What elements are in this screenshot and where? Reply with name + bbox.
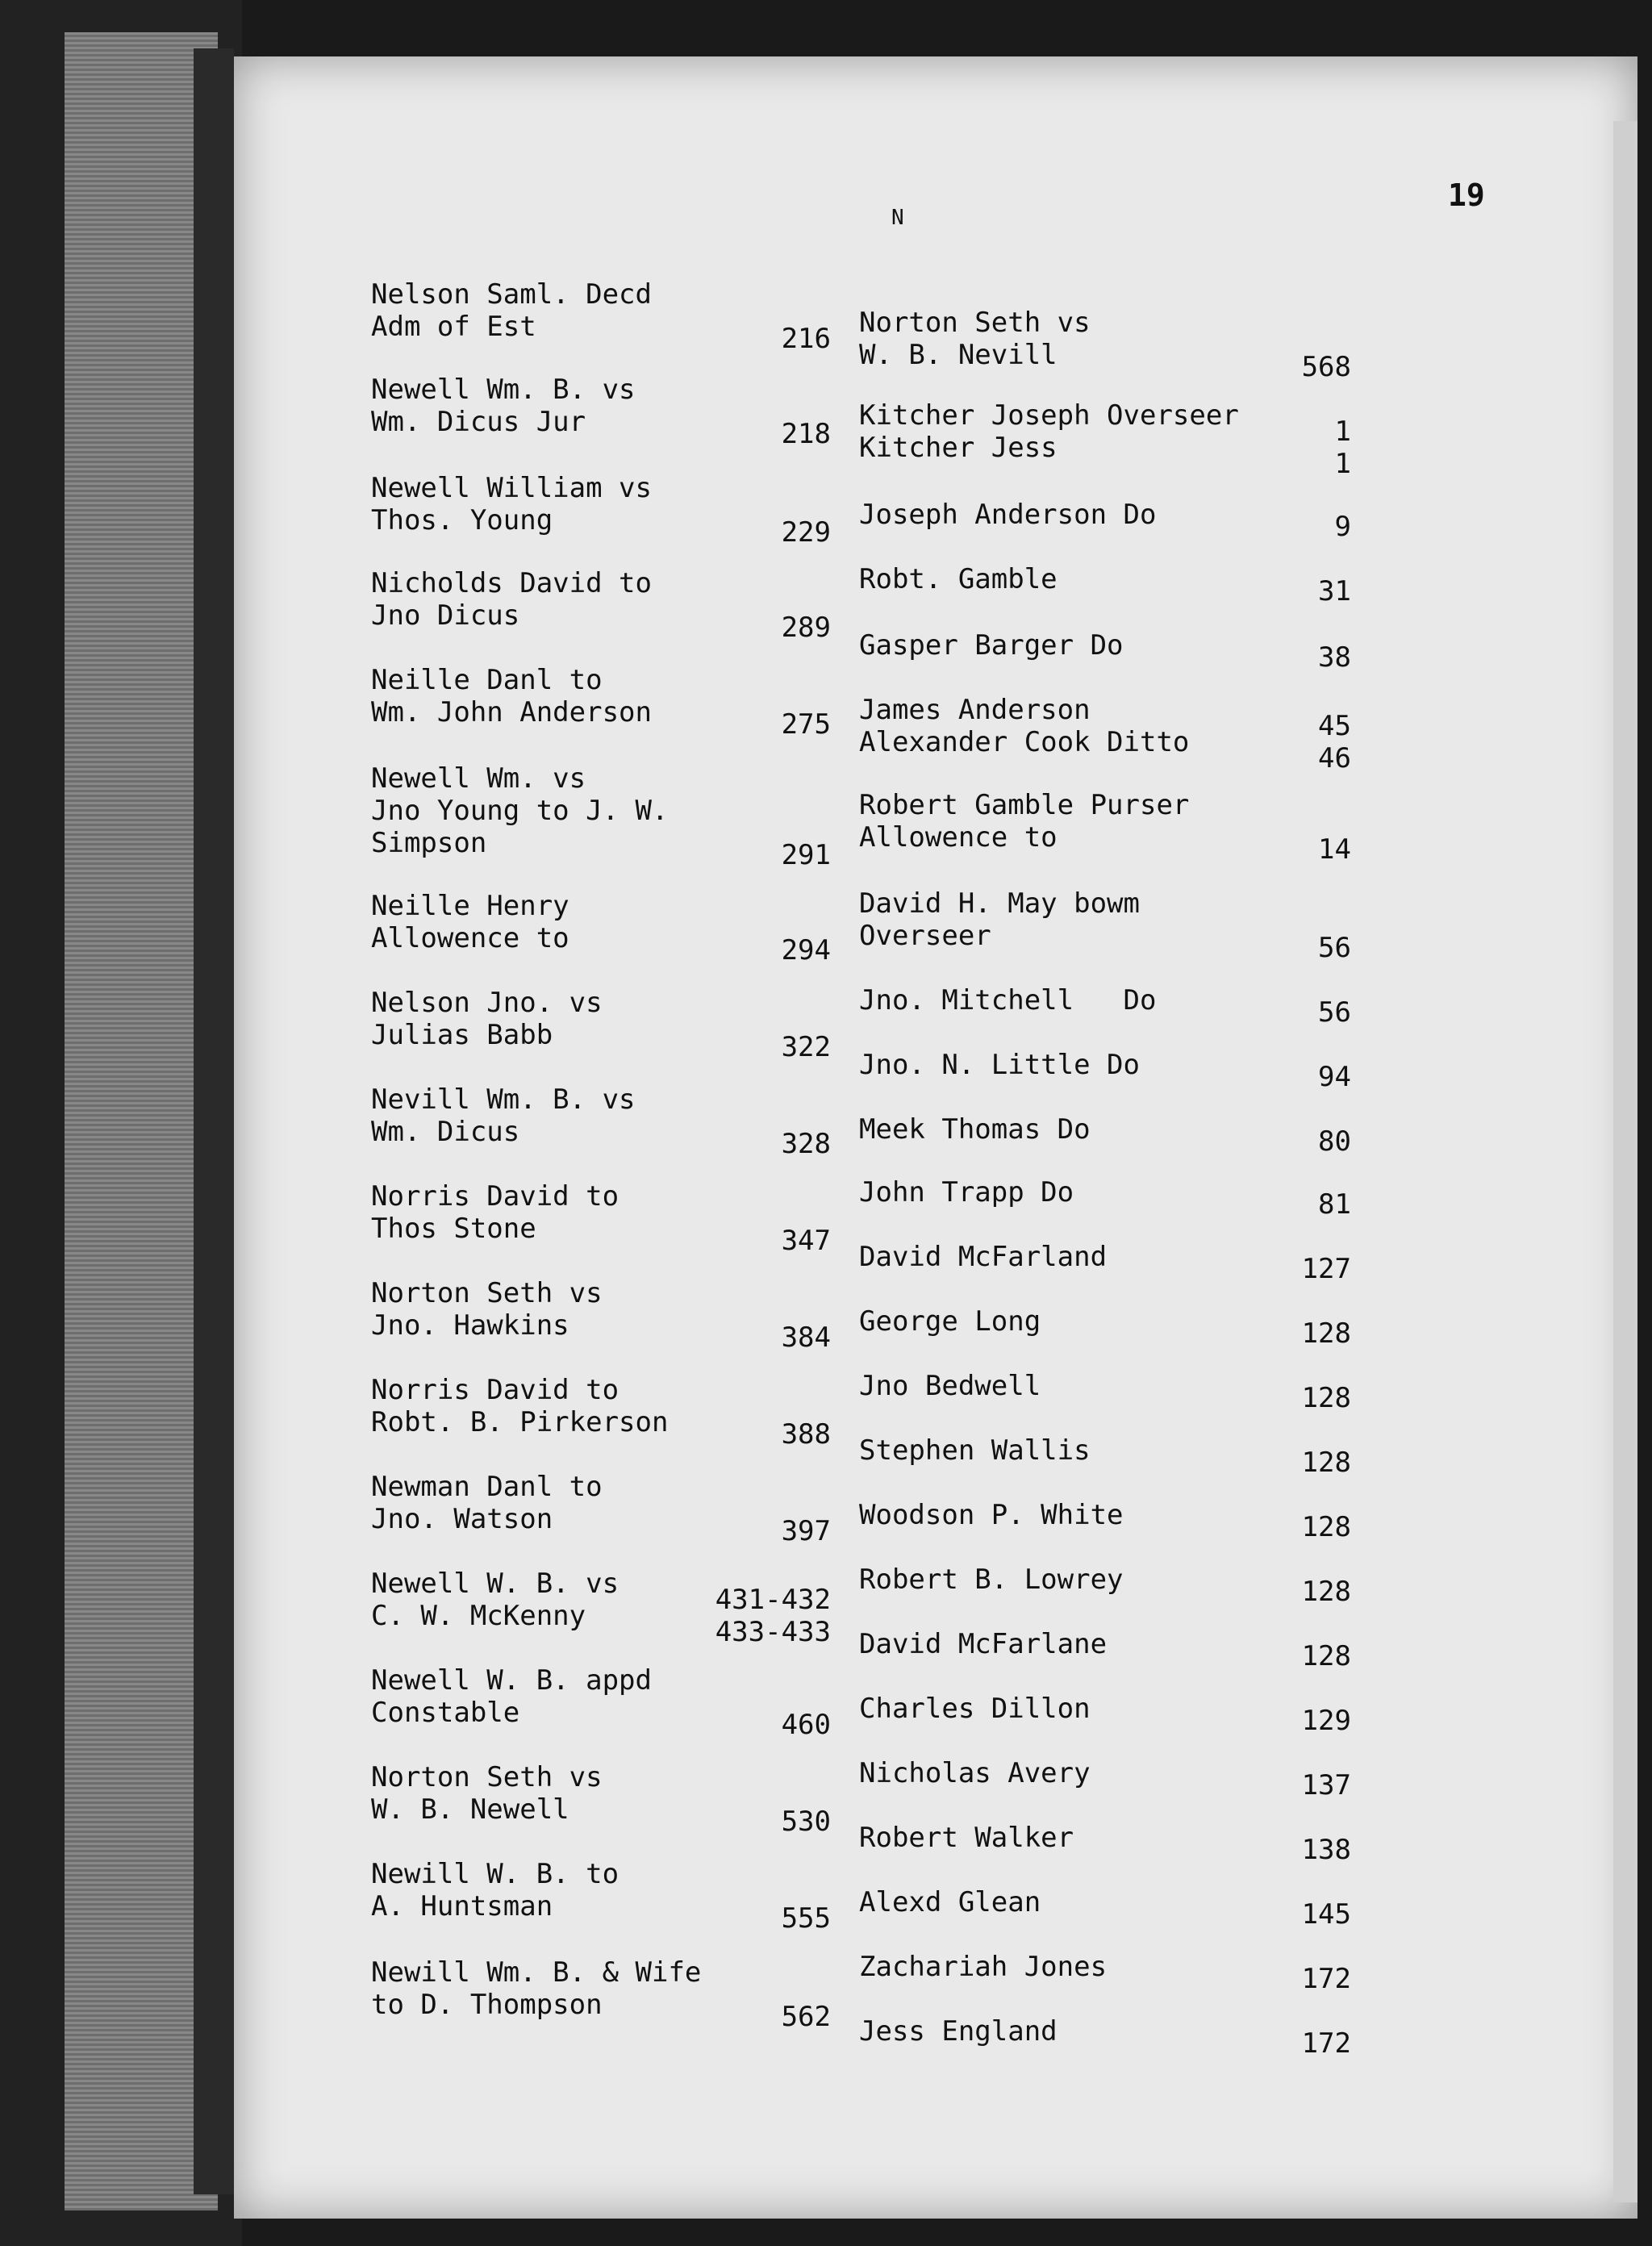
index-entry [859,1563,1124,1596]
entry-name-line: Newell Wm. vs [371,762,586,795]
entry-page-ref: 128 [1301,1447,1351,1479]
entry-name-line: Jno Young to J. W. [371,795,669,827]
entry-page-ref: 1 [1334,415,1351,448]
entry-name-line: Jno. N. Little Do [859,1049,1140,1081]
entry-page-ref: 9 [1334,511,1351,543]
entry-page-ref: 322 [781,1031,831,1063]
entry-page-ref: 384 [781,1321,831,1354]
entry-page-ref: 80 [1318,1125,1351,1158]
entry-name-line: Jno Dicus [371,599,520,632]
index-entry [371,890,569,954]
entry-name-line: Newill W. B. to [371,1858,620,1890]
index-entry [371,374,636,438]
entry-page-ref: 128 [1301,1511,1351,1543]
entry-page-ref: 347 [781,1225,831,1257]
index-entry [859,1757,1091,1789]
entry-name-line: W. B. Nevill [859,339,1058,371]
entry-name-line: Wm. Dicus Jur [371,406,586,438]
entry-name-line: Charles Dillon [859,1693,1091,1725]
index-entry [859,1305,1041,1338]
entry-name-line: Norris David to [371,1374,620,1406]
entry-page-ref: 127 [1301,1253,1351,1285]
index-entry [859,789,1189,854]
entry-name-line: Alexander Cook Ditto [859,726,1190,758]
entry-name-line: Jno. Watson [371,1503,553,1535]
index-entry [371,1277,603,1342]
entry-name-line: Neille Danl to [371,664,603,696]
index-entry [859,629,1124,662]
index-entry [859,1434,1091,1467]
entry-name-line: Allowence to [859,821,1058,854]
entry-name-line: Jno. Hawkins [371,1309,569,1342]
entry-name-line: David H. May bowm [859,887,1140,920]
index-entry [371,1761,603,1826]
entry-page-ref: 275 [781,708,831,741]
entry-page-ref: 388 [781,1418,831,1451]
entry-name-line: Thos Stone [371,1213,536,1245]
index-entry [371,664,652,728]
entry-page-ref: 56 [1318,996,1351,1029]
index-entry [371,472,652,536]
entry-name-line: Simpson [371,827,487,859]
index-entry [859,307,1091,371]
entry-name-line: Nevill Wm. B. vs [371,1083,636,1116]
entry-name-line: A. Huntsman [371,1890,553,1922]
entry-page-ref: 433-433 [715,1616,831,1648]
entry-page-ref: 294 [781,934,831,966]
index-entry [859,563,1058,595]
entry-name-line: Norton Seth vs [371,1761,603,1793]
entry-name-line: Nelson Jno. vs [371,987,603,1019]
entry-page-ref: 38 [1318,641,1351,674]
entry-name-line: Jno Bedwell [859,1370,1041,1402]
entry-name-line: Constable [371,1697,520,1729]
entry-name-line: Thos. Young [371,504,553,536]
index-entry [859,1499,1124,1531]
entry-name-line: Nelson Saml. Decd [371,278,652,311]
entry-page-ref: 289 [781,612,831,644]
entry-page-ref: 568 [1301,351,1351,383]
entry-page-ref: 81 [1318,1188,1351,1221]
entry-name-line: Newell William vs [371,472,652,504]
index-entry [859,1628,1107,1660]
index-entry [859,499,1156,531]
index-entry [371,1956,701,2021]
entry-page-ref: 530 [781,1806,831,1838]
entry-name-line: Norton Seth vs [859,307,1091,339]
entry-name-line: Stephen Wallis [859,1434,1091,1467]
entry-name-line: Neille Henry [371,890,569,922]
index-entry [859,694,1189,758]
entry-page-ref: 218 [781,418,831,450]
index-entry [371,278,652,343]
entry-name-line: George Long [859,1305,1041,1338]
entry-name-line: David McFarland [859,1241,1108,1273]
entry-name-line: Kitcher Joseph Overseer [859,399,1239,432]
entry-name-line: Norton Seth vs [371,1277,603,1309]
entry-name-line: Meek Thomas Do [859,1113,1091,1146]
index-entry [859,1951,1107,1983]
index-entry [859,887,1140,952]
index-entry [859,1693,1091,1725]
entry-name-line: Adm of Est [371,311,536,343]
entry-name-line: Jess England [859,2015,1058,2048]
entry-page-ref: 128 [1301,1317,1351,1350]
entry-name-line: Nicholds David to [371,567,652,599]
entry-page-ref: 129 [1301,1705,1351,1737]
entry-name-line: Newman Danl to [371,1471,603,1503]
entry-name-line: Gasper Barger Do [859,629,1124,662]
entry-name-line: Joseph Anderson Do [859,499,1157,531]
entry-page-ref: 562 [781,2001,831,2033]
entry-name-line: Norris David to [371,1180,620,1213]
entry-page-ref: 145 [1301,1898,1351,1931]
entry-page-ref: 94 [1318,1061,1351,1093]
entry-page-ref: 56 [1318,932,1351,964]
index-entry [371,1180,619,1245]
binding-strip [0,0,242,2246]
index-entry [859,1886,1041,1918]
index-entry [859,984,1156,1017]
entry-name-line: Robert B. Lowrey [859,1563,1124,1596]
page-edge [1613,121,1637,2202]
entry-name-line: Newell Wm. B. vs [371,374,636,406]
index-entry [371,1083,636,1148]
index-entry [859,1241,1107,1273]
index-entry [371,987,603,1051]
entry-name-line: C. W. McKenny [371,1600,586,1632]
entry-name-line: Wm. Dicus [371,1116,520,1148]
entry-page-ref: 328 [781,1128,831,1160]
entry-page-ref: 431-432 [715,1584,831,1616]
entry-name-line: Allowence to [371,922,569,954]
entry-page-ref: 14 [1318,833,1351,866]
entry-name-line: Newill Wm. B. & Wife [371,1956,702,1989]
entry-name-line: W. B. Newell [371,1793,569,1826]
entry-name-line: Newell W. B. appd [371,1664,652,1697]
entry-name-line: Wm. John Anderson [371,696,652,728]
entry-page-ref: 460 [781,1709,831,1741]
entry-name-line: Newell W. B. vs [371,1568,620,1600]
entry-name-line: Jno. Mitchell Do [859,984,1157,1017]
binding-edge [194,48,234,2194]
entry-name-line: Robert Walker [859,1822,1074,1854]
entry-name-line: Woodson P. White [859,1499,1124,1531]
index-entry [859,1049,1140,1081]
index-entry [859,1176,1074,1209]
entry-name-line: David McFarlane [859,1628,1108,1660]
index-entry [859,1370,1041,1402]
index-entry [371,1374,668,1438]
entry-name-line: Julias Babb [371,1019,553,1051]
index-entry [371,762,668,859]
section-heading: N [891,206,904,230]
entry-name-line: Overseer [859,920,991,952]
entry-name-line: Kitcher Jess [859,432,1058,464]
index-entry [371,567,652,632]
index-entry [371,1858,619,1922]
entry-name-line: Alexd Glean [859,1886,1041,1918]
entry-page-ref: 555 [781,1902,831,1935]
entry-name-line: James Anderson [859,694,1091,726]
entry-page-ref: 229 [781,516,831,549]
index-entry [371,1664,652,1729]
entry-name-line: to D. Thompson [371,1989,603,2021]
entry-name-line: Robt. B. Pirkerson [371,1406,669,1438]
entry-page-ref: 397 [781,1515,831,1547]
entry-page-ref: 291 [781,839,831,871]
entry-name-line: Robt. Gamble [859,563,1058,595]
entry-name-line: Robert Gamble Purser [859,789,1190,821]
entry-page-ref: 216 [781,323,831,355]
entry-page-ref: 128 [1301,1576,1351,1608]
entry-page-ref: 128 [1301,1640,1351,1672]
entry-page-ref: 128 [1301,1382,1351,1414]
page-number: 19 [1448,177,1485,213]
index-entry [859,399,1239,464]
entry-page-ref: 137 [1301,1769,1351,1801]
entry-page-ref: 138 [1301,1834,1351,1866]
entry-page-ref: 172 [1301,1963,1351,1995]
entry-page-ref: 172 [1301,2027,1351,2060]
index-entry [371,1471,603,1535]
entry-name-line: Zachariah Jones [859,1951,1108,1983]
entry-name-line: Nicholas Avery [859,1757,1091,1789]
index-entry [859,1822,1074,1854]
entry-name-line: John Trapp Do [859,1176,1074,1209]
entry-page-ref: 1 [1334,448,1351,480]
index-entry [371,1568,619,1632]
index-entry [859,2015,1058,2048]
entry-page-ref: 45 [1318,710,1351,742]
entry-page-ref: 46 [1318,742,1351,774]
entry-page-ref: 31 [1318,575,1351,607]
index-entry [859,1113,1091,1146]
